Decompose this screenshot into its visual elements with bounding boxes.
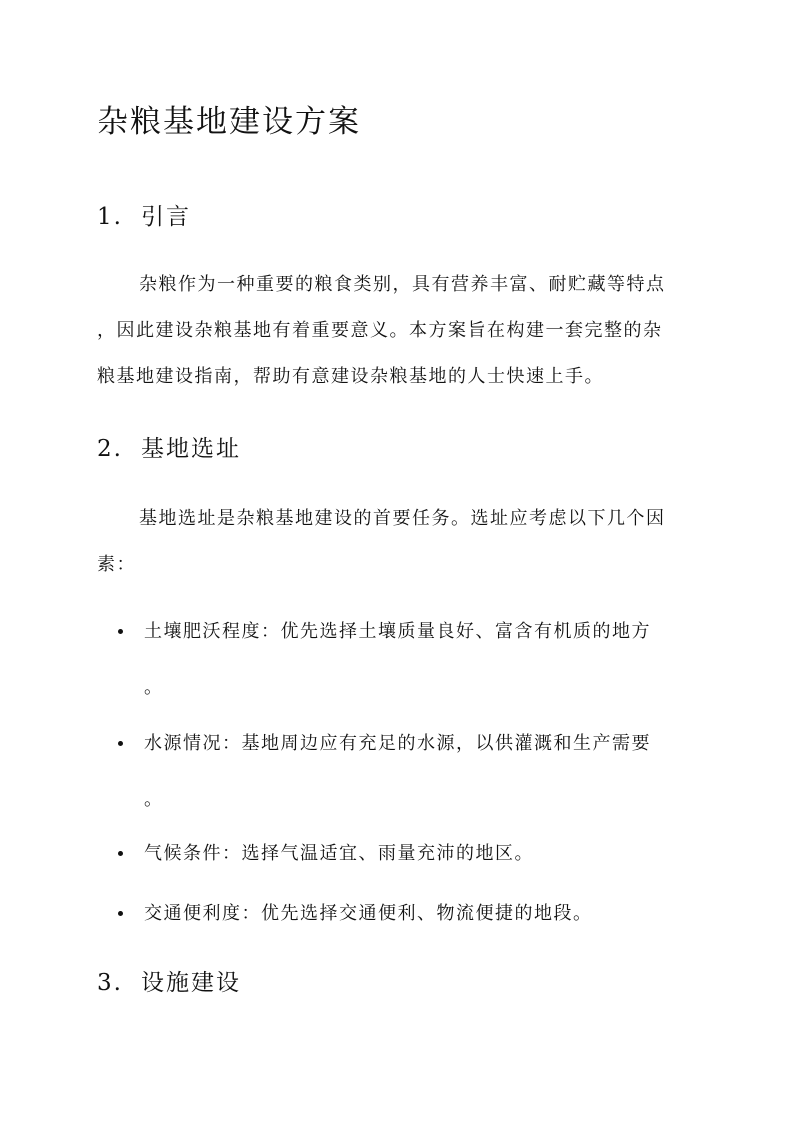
bullet-icon	[118, 911, 123, 916]
section-number: 1.	[97, 204, 123, 230]
section-title: 设施建设	[141, 970, 241, 996]
document-title: 杂粮基地建设方案	[97, 104, 361, 140]
section-heading-site-selection	[97, 430, 241, 463]
list-item-line: 交通便利度：优先选择交通便利、物流便捷的地段。	[144, 903, 593, 924]
section-number: 3.	[97, 970, 123, 996]
paragraph-line: 基地选址是杂粮基地建设的首要任务。选址应考虑以下几个因	[139, 508, 666, 529]
paragraph-line: ，因此建设杂粮基地有着重要意义。本方案旨在构建一套完整的杂	[97, 320, 663, 341]
section-number: 2.	[97, 436, 123, 462]
introduction-paragraph	[97, 262, 707, 400]
section-title: 基地选址	[141, 436, 241, 462]
section-title: 引言	[141, 204, 191, 230]
bullet-icon	[118, 851, 123, 856]
paragraph-line: 素：	[97, 554, 136, 575]
site-selection-paragraph	[97, 496, 707, 588]
list-item-line: 。	[144, 789, 164, 810]
list-item-line: 水源情况：基地周边应有充足的水源，以供灌溉和生产需要	[144, 733, 651, 754]
list-item	[118, 614, 718, 706]
list-item	[118, 896, 718, 952]
list-item-line: 气候条件：选择气温适宜、雨量充沛的地区。	[144, 843, 534, 864]
paragraph-line: 杂粮作为一种重要的粮食类别，具有营养丰富、耐贮藏等特点	[139, 274, 666, 295]
list-item-line: 。	[144, 677, 164, 698]
bullet-icon	[118, 741, 123, 746]
section-heading-introduction	[97, 198, 191, 231]
paragraph-line: 粮基地建设指南，帮助有意建设杂粮基地的人士快速上手。	[97, 366, 604, 387]
list-item	[118, 726, 718, 818]
section-heading-facility-construction	[97, 964, 241, 997]
bullet-icon	[118, 629, 123, 634]
list-item	[118, 836, 718, 892]
list-item-line: 土壤肥沃程度：优先选择土壤质量良好、富含有机质的地方	[144, 621, 651, 642]
